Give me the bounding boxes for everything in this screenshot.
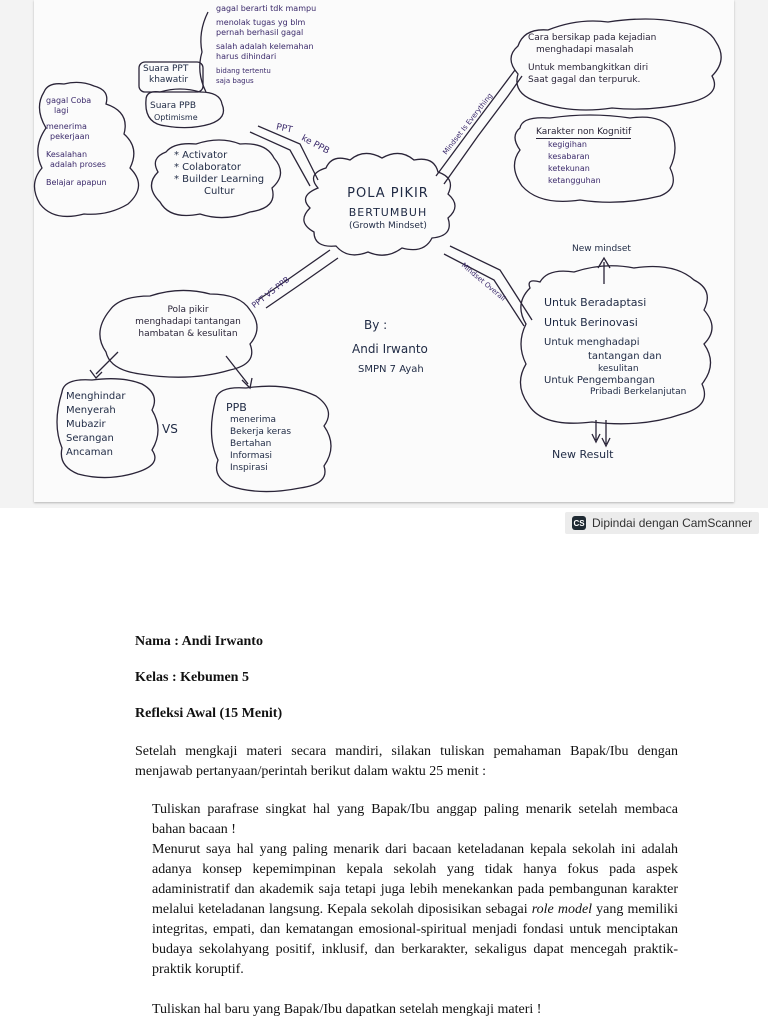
untuk-item: Untuk Berinovasi bbox=[544, 316, 638, 329]
author-by: By : bbox=[364, 318, 388, 332]
nama-line: Nama : Andi Irwanto bbox=[135, 634, 263, 649]
center-title-line1: POLA PIKIR bbox=[347, 186, 429, 201]
ppt-box-item: Mubazir bbox=[66, 419, 106, 430]
left-items-list bbox=[46, 96, 130, 188]
author-block bbox=[352, 318, 428, 375]
scanned-image-area bbox=[0, 0, 768, 508]
untuk-item: kesulitan bbox=[598, 364, 639, 374]
untuk-item: Untuk menghadapi bbox=[544, 337, 640, 348]
suara-ppt-item: gagal berarti tdk mampu bbox=[216, 4, 317, 13]
question-2: Tuliskan hal baru yang Bapak/Ibu dapatkan setelah mengkaji materi ! bbox=[152, 1002, 542, 1017]
pola-line: menghadapi tantangan bbox=[135, 317, 241, 327]
suara-ppb-title: Suara PPB bbox=[150, 101, 197, 111]
suara-ppt-item: harus dihindari bbox=[216, 52, 277, 61]
mindset-branch-label: Mindset Is Everything bbox=[441, 91, 495, 157]
left-item: adalah proses bbox=[50, 160, 106, 169]
role-item: * Builder Learning bbox=[174, 174, 265, 185]
suara-ppb-subtitle: Optimisme bbox=[154, 113, 198, 122]
cara-line: Cara bersikap pada kejadian bbox=[528, 33, 657, 43]
answer-1 bbox=[152, 840, 678, 980]
suara-ppt-title: Suara PPT bbox=[143, 64, 189, 74]
vs-label: VS bbox=[162, 422, 178, 436]
role-item: * Colaborator bbox=[174, 162, 242, 173]
branch-mindset bbox=[436, 70, 522, 184]
suara-ppb-label bbox=[150, 100, 198, 124]
ppb-box-list bbox=[226, 402, 326, 474]
new-mindset-arrow bbox=[598, 258, 610, 284]
suara-ppt-item: salah adalah kelemahan bbox=[216, 42, 314, 51]
intro-paragraph: Setelah mengkaji materi secara mandiri, silakan tuliskan pemahaman Bapak/Ibu dengan menjawab pertanyaan/perintah berikut dalam waktu 25 menit : bbox=[135, 744, 678, 779]
camscanner-watermark bbox=[565, 512, 759, 534]
ppt-box-item: Menyerah bbox=[66, 405, 116, 416]
untuk-item: Untuk Pengembangan bbox=[544, 375, 655, 386]
answer-1-part-2: yang memiliki integritas, empati, dan kematangan emosional-spiritual menjadi fondasi untuk menciptakan budaya sekolahyang positif, inklusif, dan berkarakter, sekaligus dapat mencegah praktik-praktik koruptif. bbox=[152, 902, 678, 977]
ke-ppb-branch-label: ke PPB bbox=[299, 133, 331, 157]
role-item: * Activator bbox=[174, 150, 228, 161]
author-school: SMPN 7 Ayah bbox=[358, 364, 424, 375]
suara-ppt-item: menolak tugas yg blm bbox=[216, 18, 306, 27]
suara-ppt-label bbox=[143, 64, 188, 86]
cara-line: menghadapi masalah bbox=[536, 45, 634, 55]
cara-line: Untuk membangkitkan diri bbox=[528, 63, 649, 73]
answer-1-part-1: Menurut saya hal yang paling menarik dari bacaan keteladanan kepala sekolah ini adalah adanya konsep kepemimpinan kepala sekolah yang tidak hanya fokus pada aspek adaministratif dan akademik saja tetapi juga lebih menekankan pada pembangunan karakter melalui keteladanan langsung. Kepala sekolah diposisikan sebagai bbox=[152, 842, 678, 917]
kelas-line: Kelas : Kebumen 5 bbox=[135, 670, 249, 685]
karakter-box bbox=[536, 126, 666, 187]
left-item: menerima bbox=[46, 122, 87, 131]
mindset-overall-label: Mindset Overall bbox=[459, 261, 507, 303]
ppt-branch-label: PPT bbox=[275, 122, 294, 136]
suara-ppt-subtitle: khawatir bbox=[149, 75, 189, 85]
untuk-item: Untuk Beradaptasi bbox=[544, 296, 647, 309]
suara-ppt-items-list bbox=[216, 4, 366, 86]
ppt-box-item: Menghindar bbox=[66, 391, 126, 402]
karakter-item: kegigihan bbox=[548, 140, 587, 149]
ppt-box-item: Serangan bbox=[66, 433, 114, 444]
cara-text bbox=[528, 32, 718, 86]
left-item: pekerjaan bbox=[50, 132, 90, 141]
ppb-box-title: PPB bbox=[226, 401, 247, 414]
center-title-line2: BERTUMBUH bbox=[348, 206, 428, 219]
left-item: gagal Coba bbox=[46, 96, 92, 105]
karakter-title: Karakter non Kognitif bbox=[536, 127, 632, 137]
suara-ppt-item: saja bagus bbox=[216, 77, 254, 85]
question-1: Tuliskan parafrase singkat hal yang Bapak/Ibu anggap paling menarik setelah membaca bahan bacaan ! bbox=[152, 802, 678, 837]
karakter-item: ketangguhan bbox=[548, 176, 601, 185]
author-name: Andi Irwanto bbox=[352, 342, 428, 356]
ppb-box-item: Bertahan bbox=[230, 439, 272, 449]
suara-ppt-item: bidang tertentu bbox=[216, 67, 271, 75]
roles-list bbox=[174, 150, 264, 198]
center-title bbox=[328, 186, 448, 231]
untuk-item: tantangan dan bbox=[588, 351, 662, 362]
camscanner-text: Dipindai dengan CamScanner bbox=[592, 516, 753, 530]
cara-line: Saat gagal dan terpuruk. bbox=[528, 75, 641, 85]
left-item: Kesalahan bbox=[46, 150, 88, 159]
untuk-item: Pribadi Berkelanjutan bbox=[590, 387, 687, 397]
pola-line: Pola pikir bbox=[167, 305, 209, 315]
new-result-label: New Result bbox=[552, 448, 614, 461]
center-title-line3: (Growth Mindset) bbox=[349, 221, 427, 231]
suara-ppt-item: pernah berhasil gagal bbox=[216, 28, 304, 37]
left-item: lagi bbox=[54, 106, 69, 115]
ppt-box-list bbox=[66, 390, 150, 460]
refleksi-heading: Refleksi Awal (15 Menit) bbox=[135, 706, 283, 721]
new-mindset-label: New mindset bbox=[572, 244, 631, 254]
ppb-box-item: Informasi bbox=[230, 451, 273, 461]
ppb-box-item: Bekerja keras bbox=[230, 427, 292, 437]
pola-line: hambatan & kesulitan bbox=[138, 329, 238, 339]
answer-1-italic: role model bbox=[531, 902, 593, 917]
left-item: Belajar apapun bbox=[46, 178, 107, 187]
camscanner-logo-icon: CS bbox=[572, 516, 586, 530]
ppt-box-item: Ancaman bbox=[66, 447, 114, 458]
karakter-item: ketekunan bbox=[548, 164, 590, 173]
ppb-box-item: menerima bbox=[230, 415, 277, 425]
karakter-item: kesabaran bbox=[548, 152, 590, 161]
role-item: Cultur bbox=[204, 186, 235, 197]
suara-ppt-bracket bbox=[200, 12, 208, 92]
ppb-box-item: Inspirasi bbox=[230, 463, 268, 473]
untuk-list bbox=[544, 296, 714, 398]
branch-pptvsppb bbox=[258, 250, 338, 308]
pptvsppb-branch-label: PPT VS PPB bbox=[250, 275, 292, 310]
pola-text bbox=[118, 304, 258, 340]
